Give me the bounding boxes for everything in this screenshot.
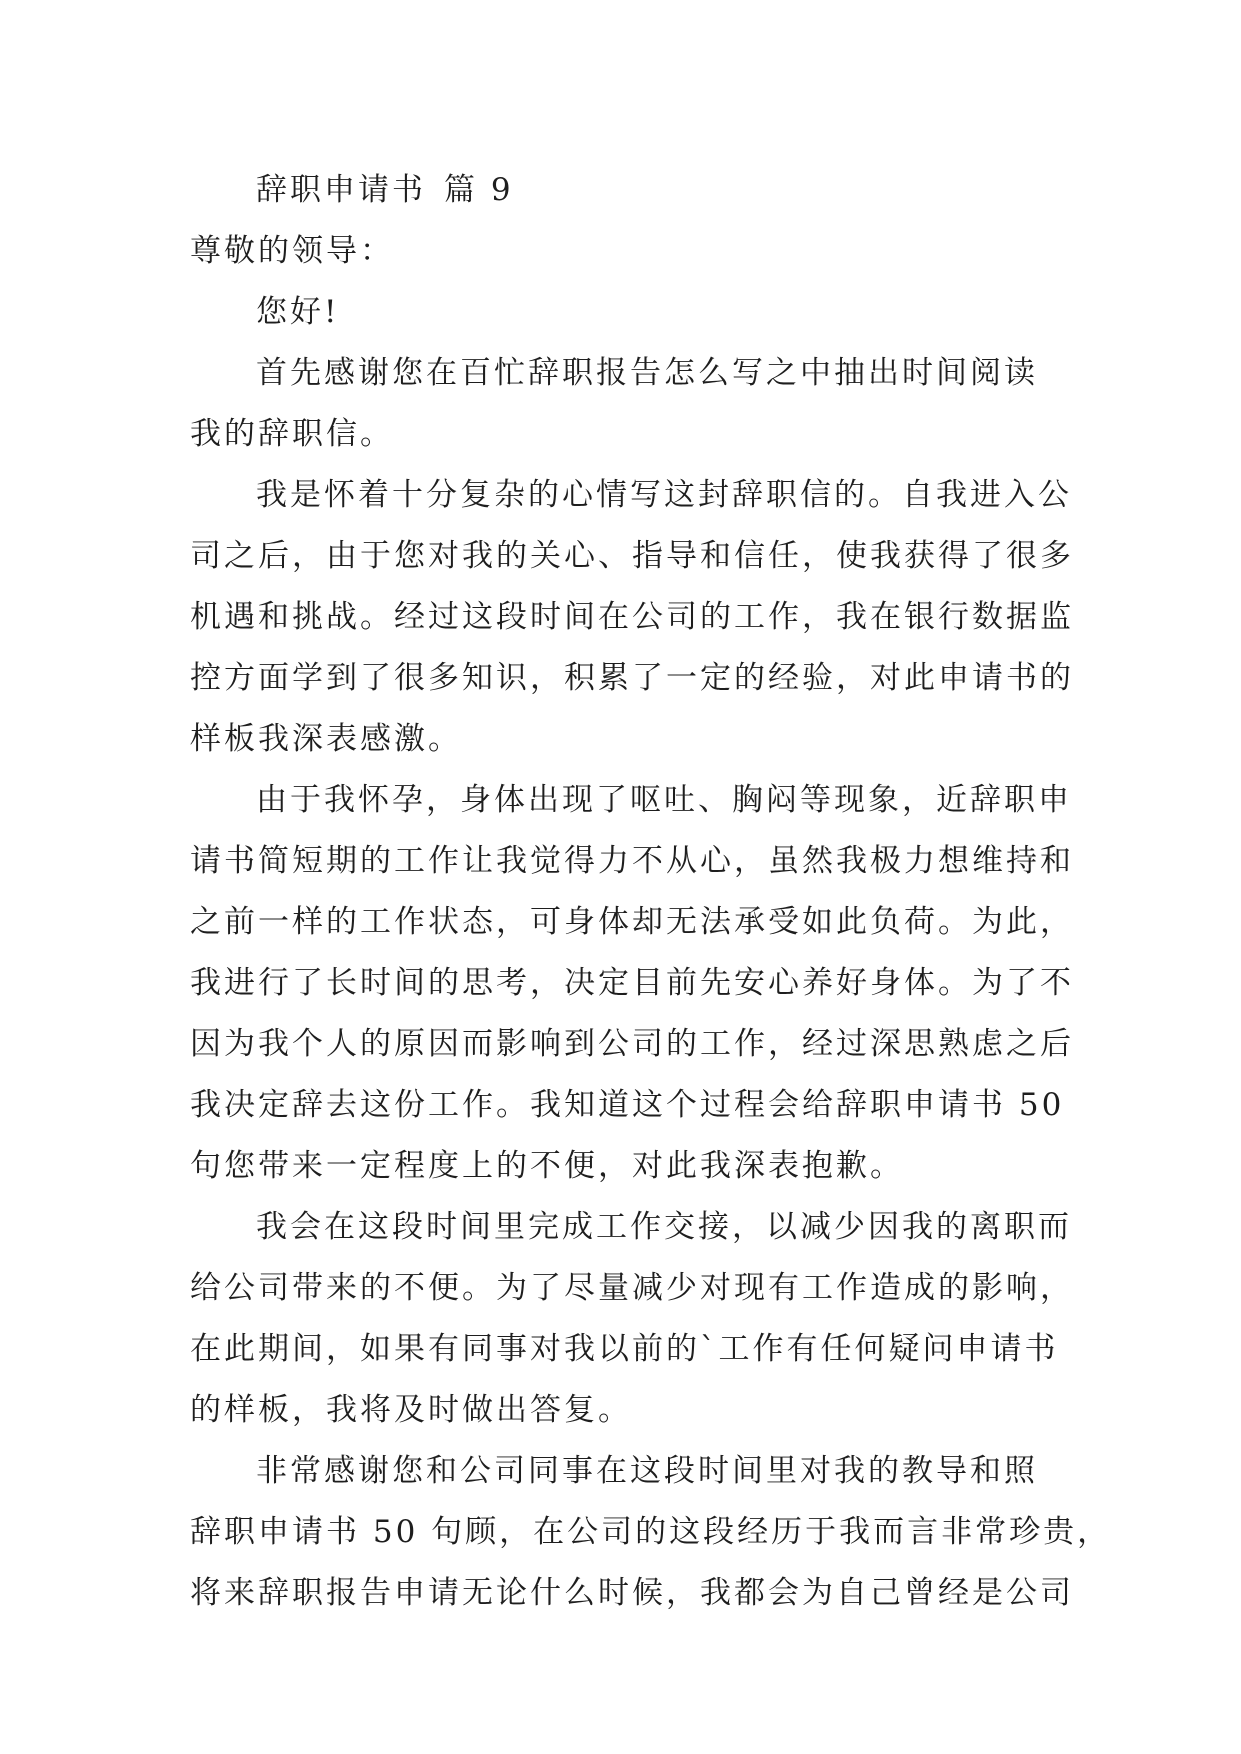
salutation: 尊敬的领导： [190, 233, 394, 269]
heading-part: 篇 9 [444, 172, 514, 208]
paragraph-line: 将来辞职报告申请无论什么时候，我都会为自己曾经是公司 [190, 1575, 1074, 1611]
paragraph-line: 句您带来一定程度上的不便，对此我深表抱歉。 [190, 1148, 904, 1184]
paragraph-line: 控方面学到了很多知识，积累了一定的经验，对此申请书的 [190, 660, 1074, 696]
paragraph-line: 给公司带来的不便。为了尽量减少对现有工作造成的影响， [190, 1270, 1074, 1306]
paragraph-line: 司之后，由于您对我的关心、指导和信任，使我获得了很多 [190, 538, 1074, 574]
paragraph-line: 我决定辞去这份工作。我知道这个过程会给辞职申请书 50 [190, 1087, 1065, 1123]
document-body [190, 160, 1112, 1624]
document-heading [190, 160, 1050, 221]
paragraph-5 [190, 1441, 1112, 1624]
paragraph-line: 非常感谢您和公司同事在这段时间里对我的教导和照 [256, 1453, 1038, 1489]
paragraph-4 [190, 1197, 1074, 1441]
paragraph-line: 辞职申请书 50 句顾，在公司的这段经历于我而言非常珍贵， [190, 1514, 1112, 1550]
greeting: 您好! [256, 294, 340, 330]
paragraph-3 [190, 770, 1074, 1197]
paragraph-line: 因为我个人的原因而影响到公司的工作，经过深思熟虑之后 [190, 1026, 1074, 1062]
paragraph-line: 的样板，我将及时做出答复。 [190, 1392, 632, 1428]
paragraph-line: 我会在这段时间里完成工作交接，以减少因我的离职而 [256, 1209, 1072, 1245]
paragraph-line: 机遇和挑战。经过这段时间在公司的工作，我在银行数据监 [190, 599, 1074, 635]
paragraph-1 [190, 343, 1050, 465]
paragraph-line: 之前一样的工作状态，可身体却无法承受如此负荷。为此， [190, 904, 1074, 940]
paragraph-line: 我的辞职信。 [190, 416, 394, 452]
paragraph-line: 样板我深表感激。 [190, 721, 462, 757]
heading-title: 辞职申请书 [256, 172, 426, 208]
paragraph-line: 我是怀着十分复杂的心情写这封辞职信的。自我进入公 [256, 477, 1072, 513]
paragraph-line: 在此期间，如果有同事对我以前的`工作有任何疑问申请书 [190, 1331, 1059, 1367]
paragraph-line: 我进行了长时间的思考，决定目前先安心养好身体。为了不 [190, 965, 1074, 1001]
paragraph-2 [190, 465, 1074, 770]
paragraph-line: 请书简短期的工作让我觉得力不从心，虽然我极力想维持和 [190, 843, 1074, 879]
paragraph-line: 由于我怀孕，身体出现了呕吐、胸闷等现象，近辞职申 [256, 782, 1072, 818]
paragraph-line: 首先感谢您在百忙辞职报告怎么写之中抽出时间阅读 [256, 355, 1038, 391]
